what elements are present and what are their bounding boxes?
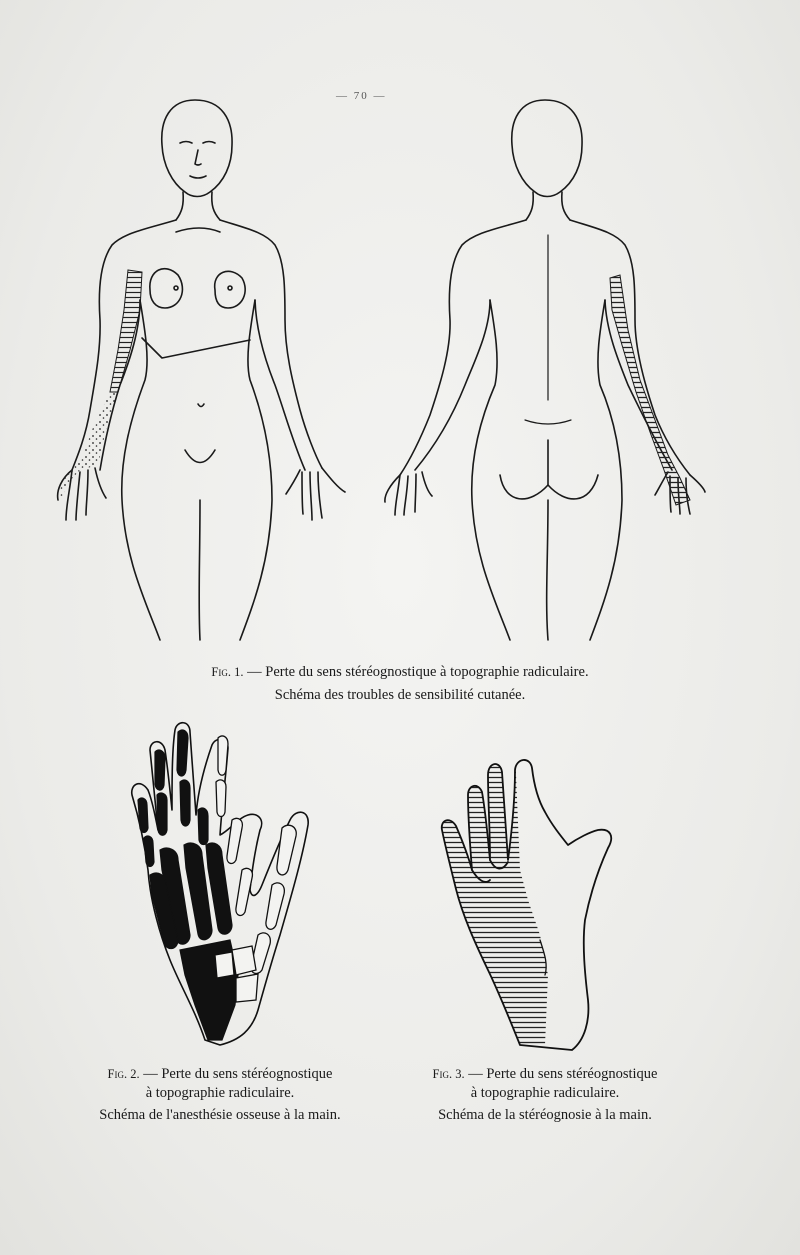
figure-3-caption-line-2: à topographie radiculaire. [470, 1085, 620, 1101]
figure-2-title: — Perte du sens stéréognostique [143, 1066, 333, 1082]
figure-3-caption-line-3: Schéma de la stéréognosie à la main. [438, 1107, 652, 1123]
figure-2-caption-line-2: à topographie radiculaire. [145, 1085, 295, 1101]
figure-3-title: — Perte du sens stéréognostique [468, 1066, 658, 1082]
figure-3-caption-line-1 [400, 1065, 690, 1084]
figure-1-caption-line-2: Schéma des troubles de sensibilité cutanée. [274, 687, 526, 703]
page-number: — 70 — [336, 90, 387, 102]
figure-3-label: Fig. 3. [432, 1067, 465, 1081]
figure-1-label: Fig. 1. [211, 665, 244, 679]
figure-1-title: — Perte du sens stéréognostique à topographie radiculaire. [247, 664, 589, 680]
figure-2-caption-line-3: Schéma de l'anesthésie osseuse à la main. [99, 1107, 341, 1123]
figure-2-label: Fig. 2. [107, 1067, 140, 1081]
figure-3-caption [400, 1065, 690, 1125]
hatched-stereognosis-zone [440, 750, 548, 1050]
